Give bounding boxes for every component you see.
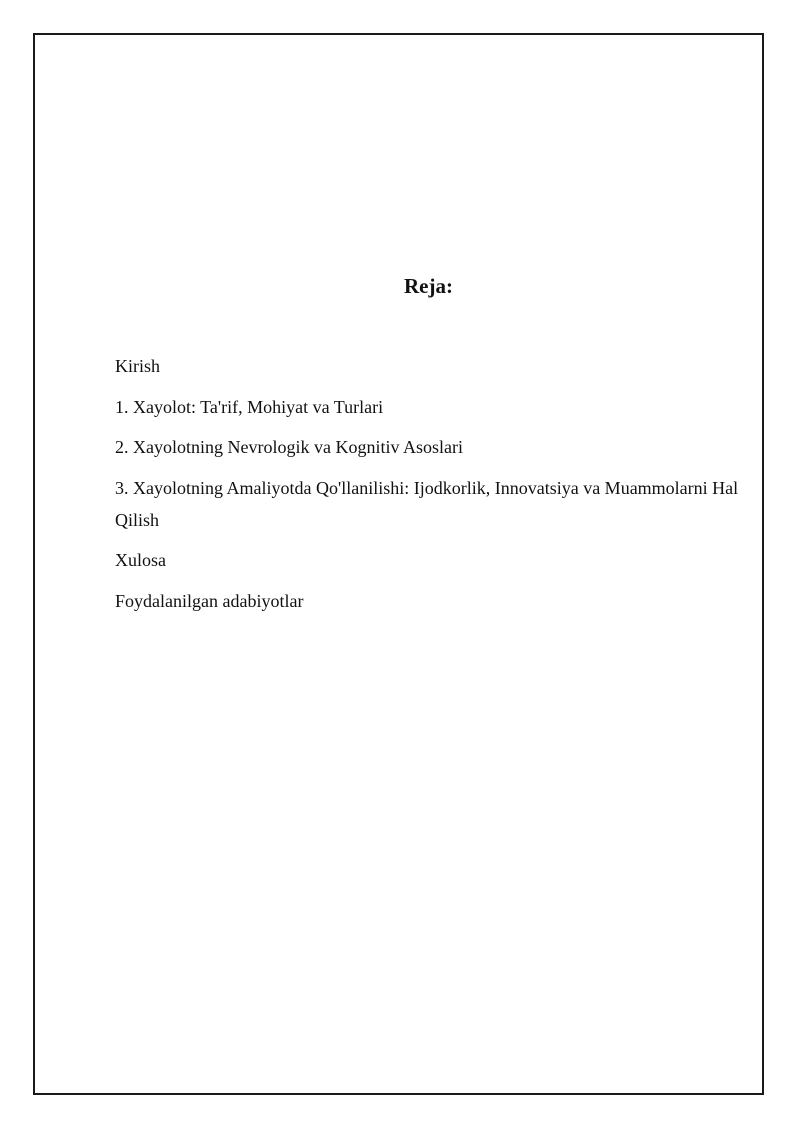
toc-item-conclusion: Xulosa	[115, 550, 166, 570]
toc-item-introduction: Kirish	[115, 356, 160, 376]
toc-item-references: Foydalanilgan adabiyotlar	[115, 590, 304, 611]
toc-item-section-3: 3. Xayolotning Amaliyotda Qo'llanilishi: Ijodkorlik, Innovatsiya va Muammolarni Hal Qilish	[115, 477, 739, 530]
toc-item-section-1: 1. Xayolot: Ta'rif, Mohiyat va Turlari	[115, 396, 384, 417]
page-title: Reja:	[404, 274, 453, 298]
table-of-contents	[115, 350, 745, 625]
toc-item-section-2: 2. Xayolotning Nevrologik va Kognitiv Asoslari	[115, 437, 463, 457]
